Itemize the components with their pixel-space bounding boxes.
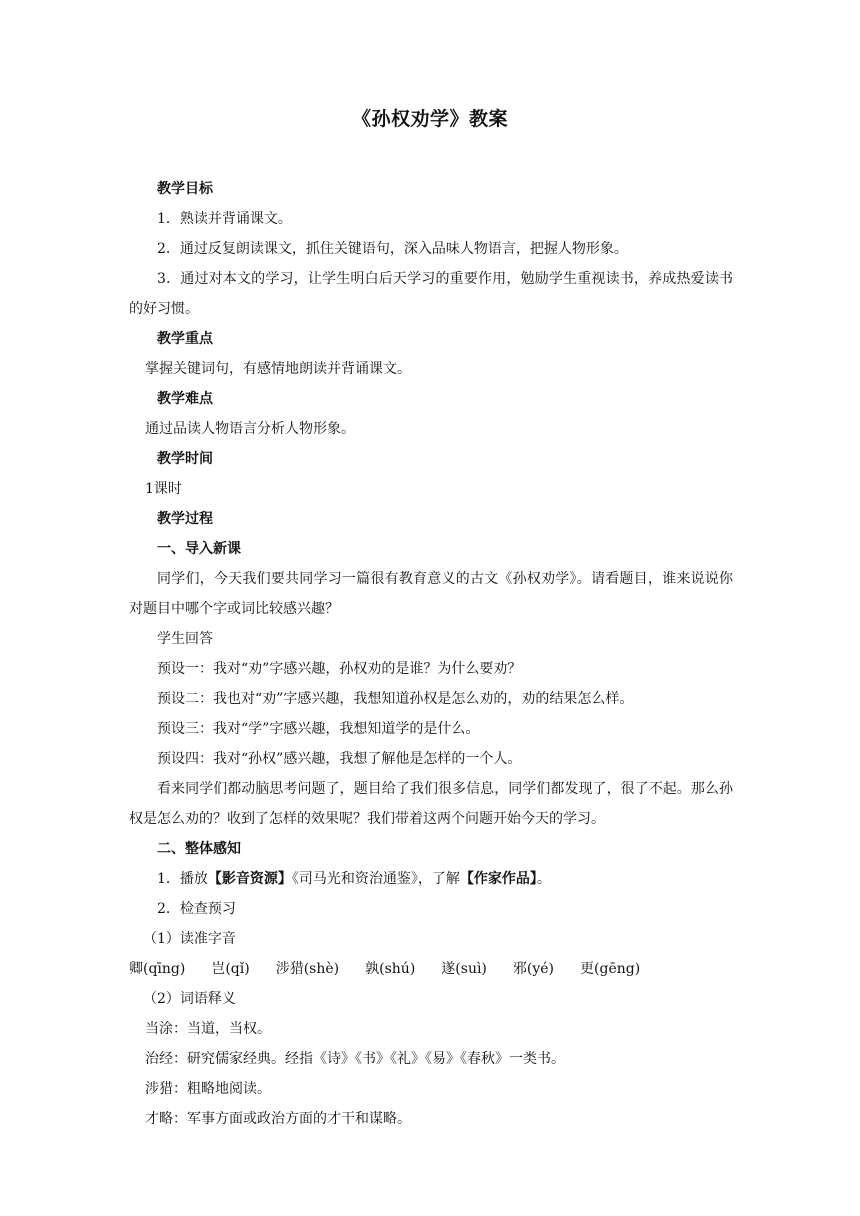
sub-heading-pronunciation: （1）读准字音 xyxy=(143,931,236,947)
step1-text-c: 《司马光和资治通鉴》，了解 xyxy=(291,871,460,887)
pronunciation-item: 更(gēng) xyxy=(580,961,641,977)
heading-teaching-difficulty: 教学难点 xyxy=(157,391,213,407)
heading-teaching-process: 教学过程 xyxy=(157,511,213,527)
preset-2: 预设二：我也对“劝”字感兴趣，我想知道孙权是怎么劝的，劝的结果怎么样。 xyxy=(157,691,634,707)
heading-part2: 二、整体感知 xyxy=(157,841,241,857)
preset-3: 预设三：我对“学”字感兴趣，我想知道学的是什么。 xyxy=(157,721,480,737)
goal-item-2: 2．通过反复朗读课文，抓住关键语句，深入品味人物语言，把握人物形象。 xyxy=(157,241,628,257)
preset-4: 预设四：我对“孙权”感兴趣，我想了解他是怎样的一个人。 xyxy=(157,751,522,767)
pronunciation-item: 遂(suì) xyxy=(441,961,487,977)
pronunciation-list xyxy=(129,954,733,984)
sub-heading-definitions: （2）词语释义 xyxy=(143,991,236,1007)
definition-item: 当涂：当道，当权。 xyxy=(145,1021,271,1037)
definition-item: 涉猎：粗略地阅读。 xyxy=(145,1081,271,1097)
pronunciation-item: 涉猎(shè) xyxy=(275,961,340,977)
document-body xyxy=(129,174,733,1134)
step1-text-a: 1．播放 xyxy=(157,871,208,887)
step-2: 2．检查预习 xyxy=(157,901,236,917)
definition-item: 治经：研究儒家经典。经指《诗》《书》《礼》《易》《春秋》一类书。 xyxy=(145,1051,565,1067)
focus-text: 掌握关键词句，有感情地朗读并背诵课文。 xyxy=(145,361,411,377)
preset-1: 预设一：我对“劝”字感兴趣，孙权劝的是谁？为什么要劝？ xyxy=(157,661,522,677)
media-resource-label: 【影音资源】 xyxy=(207,871,292,887)
definition-item: 才略：军事方面或政治方面的才干和谋略。 xyxy=(145,1111,411,1127)
part1-intro: 同学们，今天我们要共同学习一篇很有教育意义的古文《孙权劝学》。请看题目，谁来说说你对题目中哪个字或词比较感兴趣？ xyxy=(129,571,733,617)
time-text: 1课时 xyxy=(145,481,182,497)
pronunciation-item: 卿(qīng) xyxy=(129,961,186,977)
author-works-label: 【作家作品】 xyxy=(459,871,537,887)
goal-item-1: 1．熟读并背诵课文。 xyxy=(157,211,292,227)
step1-text-e: 。 xyxy=(536,871,551,887)
pronunciation-item: 邪(yé) xyxy=(512,961,555,977)
step-1 xyxy=(129,864,733,894)
heading-teaching-focus: 教学重点 xyxy=(157,331,213,347)
heading-teaching-time: 教学时间 xyxy=(157,451,213,467)
heading-part1: 一、导入新课 xyxy=(157,541,241,557)
goal-item-3: 3．通过对本文的学习，让学生明白后天学习的重要作用，勉励学生重视读书，养成热爱读书的好习惯。 xyxy=(129,271,733,317)
heading-teaching-goals: 教学目标 xyxy=(157,181,213,197)
pronunciation-item: 孰(shú) xyxy=(365,961,416,977)
student-answer: 学生回答 xyxy=(157,631,213,647)
document-title: 《孙权劝学》教案 xyxy=(351,108,508,130)
pronunciation-item: 岂(qǐ) xyxy=(211,961,250,977)
difficulty-text: 通过品读人物语言分析人物形象。 xyxy=(145,421,355,437)
part1-summary: 看来同学们都动脑思考问题了，题目给了我们很多信息，同学们都发现了，很了不起。那么孙权是怎么劝的？收到了怎样的效果呢？我们带着这两个问题开始今天的学习。 xyxy=(129,781,733,827)
